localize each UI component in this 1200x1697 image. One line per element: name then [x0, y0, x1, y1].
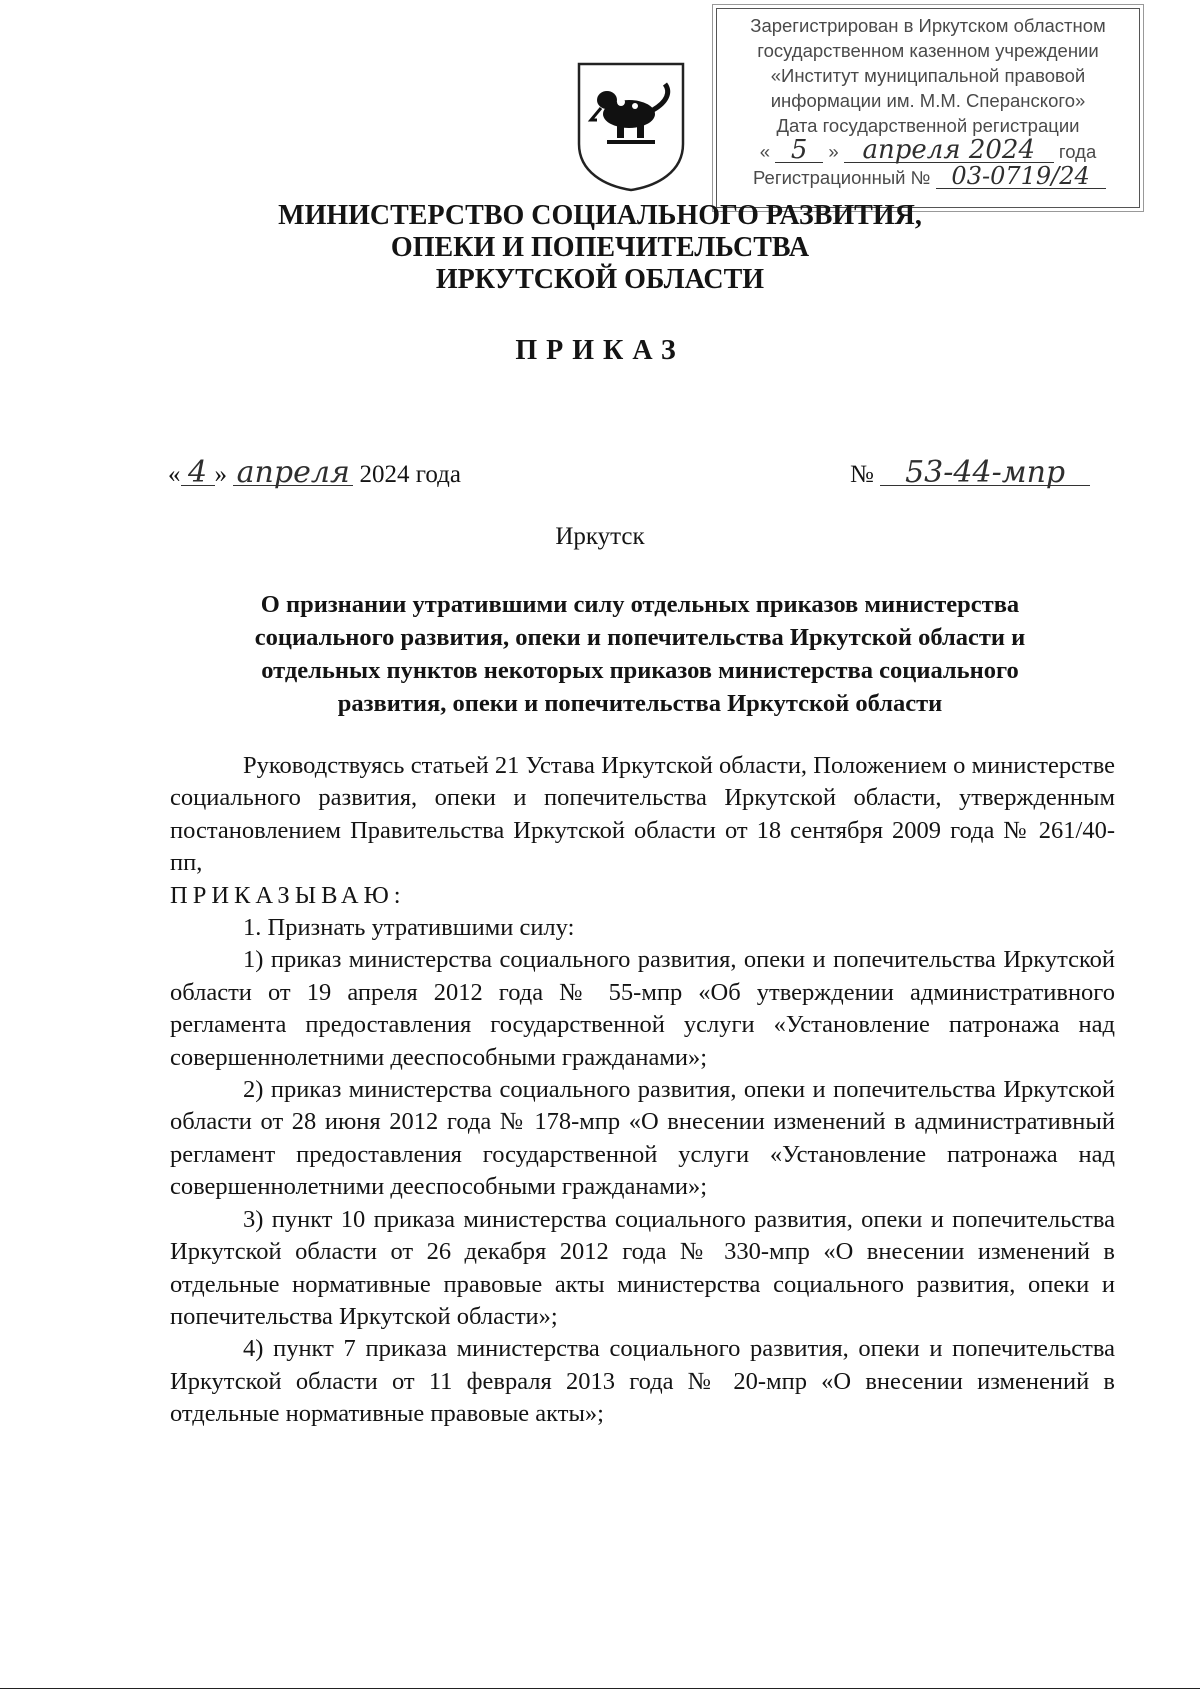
order-item-1: 1. Признать утратившими силу: — [243, 914, 575, 942]
stamp-line: «Институт муниципальной правовой — [770, 65, 1086, 86]
order-subitem-4: 4) пункт 7 приказа министерства социального развития, опеки и попечительства Иркутской области от 11 февраля 2013 года № 20-мпр «О внесении изменений в отдельные нормативные правовые акты»; — [170, 1335, 1115, 1428]
order-subitem-1: 1) приказ министерства социального развития, опеки и попечительства Иркутской области от 19 апреля 2012 года № 55-мпр «Об утверждении административного регламента предоставления государственной услуги «Установление патронажа над совершеннолетними дееспособными гражданами»; — [170, 946, 1115, 1071]
stamp-registration-date: « 5 » апреля 2024 года — [759, 135, 1097, 165]
order-word: ПРИКАЗЫВАЮ: — [170, 881, 406, 909]
stamp-line: Зарегистрирован в Иркутском областном — [750, 15, 1106, 36]
stamp-line: Дата государственной регистрации — [776, 115, 1080, 136]
order-subitem-2: 2) приказ министерства социального развития, опеки и попечительства Иркутской области от 28 июня 2012 года № 178-мпр «О внесении изменений в административный регламент предоставления государственной услуги «Установление патронажа над совершеннолетними дееспособными гражданами»; — [170, 1076, 1115, 1201]
page-bottom-rule — [0, 1688, 1200, 1689]
order-date-month: апреля — [233, 461, 353, 486]
order-number: № 53-44-мпр — [850, 455, 1090, 495]
order-date-day: 4 — [181, 461, 215, 486]
stamp-date-day: 5 — [775, 138, 823, 163]
order-date: « 4 » апреля 2024 года — [168, 455, 461, 490]
registration-stamp — [716, 8, 1140, 208]
stamp-line: информации им. М.М. Сперанского» — [770, 90, 1086, 111]
city-name: Иркутск — [555, 523, 645, 550]
stamp-date-month-year: апреля 2024 — [844, 138, 1054, 163]
coat-of-arms-icon — [577, 62, 685, 192]
order-subject: О признании утратившими силу отдельных приказов министерства социального развития, опеки и попечительства Иркутской области и отдельных пунктов некоторых приказов министерства социального развития, опеки и попечительства Иркутской области — [254, 591, 1026, 717]
preamble-paragraph: Руководствуясь статьей 21 Устава Иркутской области, Положением о министерстве социального развития, опеки и попечительства Иркутской области, утвержденным постановлением Правительства Иркутской области от 18 сентября 2009 года № 261/40-пп, — [170, 752, 1115, 877]
stamp-registration-number: Регистрационный № 03-0719/24 — [717, 164, 1139, 190]
order-body — [170, 750, 1115, 1431]
order-subitem-3: 3) пункт 10 приказа министерства социального развития, опеки и попечительства Иркутской области от 26 декабря 2012 года № 330-мпр «О внесении изменений в отдельные нормативные правовые акты министерства социального развития, опеки и попечительства Иркутской области»; — [170, 1205, 1115, 1330]
stamp-line: государственном казенном учреждении — [757, 40, 1099, 61]
order-number-value: 53-44-мпр — [880, 461, 1090, 486]
ministry-name: МИНИСТЕРСТВО СОЦИАЛЬНОГО РАЗВИТИЯ, ОПЕКИ И ПОПЕЧИТЕЛЬСТВА ИРКУТСКОЙ ОБЛАСТИ — [278, 200, 922, 295]
document-type-title: ПРИКАЗ — [515, 335, 685, 366]
stamp-reg-number-value: 03-0719/24 — [936, 164, 1106, 189]
